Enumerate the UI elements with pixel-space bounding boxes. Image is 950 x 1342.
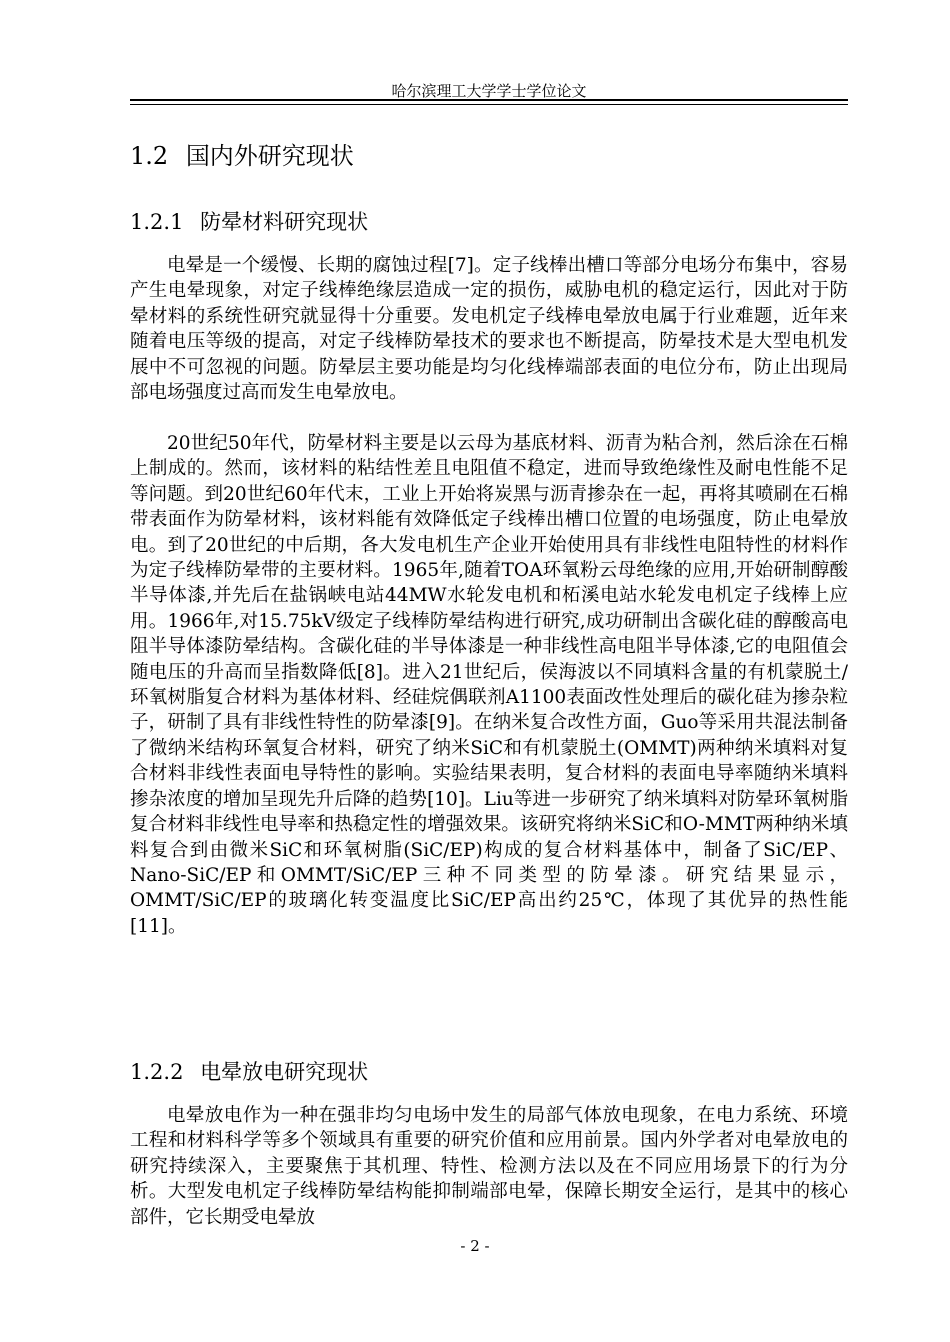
section-heading [130,136,354,171]
paragraph-2: 20世纪50年代，防晕材料主要是以云母为基底材料、沥青为粘合剂，然后涂在石棉上制成的。然而，该材料的粘结性差且电阻值不稳定，进而导致绝缘性及耐电性能不足等问题。到20世纪60年代末，工业上开始将炭黑与沥青掺杂在一起，再将其喷刷在石棉带表面作为防晕材料，该材料能有效降低定子线棒出槽口位置的电场强度，防止电晕放电。到了20世纪的中后期，各大发电机生产企业开始使用具有非线性电阻特性的材料作为定子线棒防晕带的主要材料。1965年,随着TOA环氧粉云母绝缘的应用,开始研制醇酸半导体漆,并先后在盐锅峡电站44MW水轮发电机和柘溪电站水轮发电机定子线棒上应用。1966年,对15.75kV级定子线棒防晕结构进行研究,成功研制出含碳化硅的醇酸高电阻半导体漆防晕结构。含碳化硅的半导体漆是一种非线性高电阻半导体漆,它的电阻值会随电压的升高而呈指数降低[8]。进入21世纪后，侯海波以不同填料含量的有机蒙脱土/环氧树脂复合材料为基体材料、经硅烷偶联剂A1100表面改性处理后的碳化硅为掺杂粒子，研制了具有非线性特性的防晕漆[9]。在纳米复合改性方面，Guo等采用共混法制备了微纳米结构环氧复合材料，研究了纳米SiC和有机蒙脱土(OMMT)两种纳米填料对复合材料非线性表面电导特性的影响。实验结果表明，复合材料的表面电导率随纳米填料掺杂浓度的增加呈现先升后降的趋势[10]。Liu等进一步研究了纳米填料对防晕环氧树脂复合材料非线性电导率和热稳定性的增强效果。该研究将纳米SiC和O-MMT两种纳米填料复合到由微米SiC和环氧树脂(SiC/EP)构成的复合材料基体中，制备了SiC/EP、Nano-SiC/EP和OMMT/SiC/EP三种不同类型的防晕漆。研究结果显示，OMMT/SiC/EP的玻璃化转变温度比SiC/EP高出约25℃，体现了其优异的热性能[11]。 [130,433,848,937]
subsection-number: 1.2.1 [130,210,184,234]
header-rule-thin [130,104,848,105]
subsection-title: 防晕材料研究现状 [200,210,369,234]
page-header: 哈尔滨理工大学学士学位论文 [391,82,587,100]
paragraph-3: 电晕放电作为一种在强非均匀电场中发生的局部气体放电现象，在电力系统、环境工程和材料科学等多个领域具有重要的研究价值和应用前景。国内外学者对电晕放电的研究持续深入，主要聚焦于其机理、特性、检测方法以及在不同应用场景下的行为分析。大型发电机定子线棒防晕结构能抑制端部电晕，保障长期安全运行，是其中的核心部件，它长期受电晕放 [130,1105,848,1228]
subsection-title: 电晕放电研究现状 [200,1060,369,1084]
section-title: 国内外研究现状 [185,142,354,170]
subsection-heading-2 [130,1056,368,1086]
paragraph-1: 电晕是一个缓慢、长期的腐蚀过程[7]。定子线棒出槽口等部分电场分布集中，容易产生电晕现象，对定子线棒绝缘层造成一定的损伤，威胁电机的稳定运行，因此对于防晕材料的系统性研究就显得十分重要。发电机定子线棒电晕放电属于行业难题，近年来随着电压等级的提高，对定子线棒防晕技术的要求也不断提高，防晕技术是大型电机发展中不可忽视的问题。防晕层主要功能是均匀化线棒端部表面的电位分布，防止出现局部电场强度过高而发生电晕放电。 [130,255,848,404]
section-number: 1.2 [130,142,169,170]
subsection-number: 1.2.2 [130,1060,184,1084]
header-rule [130,99,848,101]
subsection-heading-1 [130,206,368,236]
page-number: - 2 - [460,1237,490,1255]
